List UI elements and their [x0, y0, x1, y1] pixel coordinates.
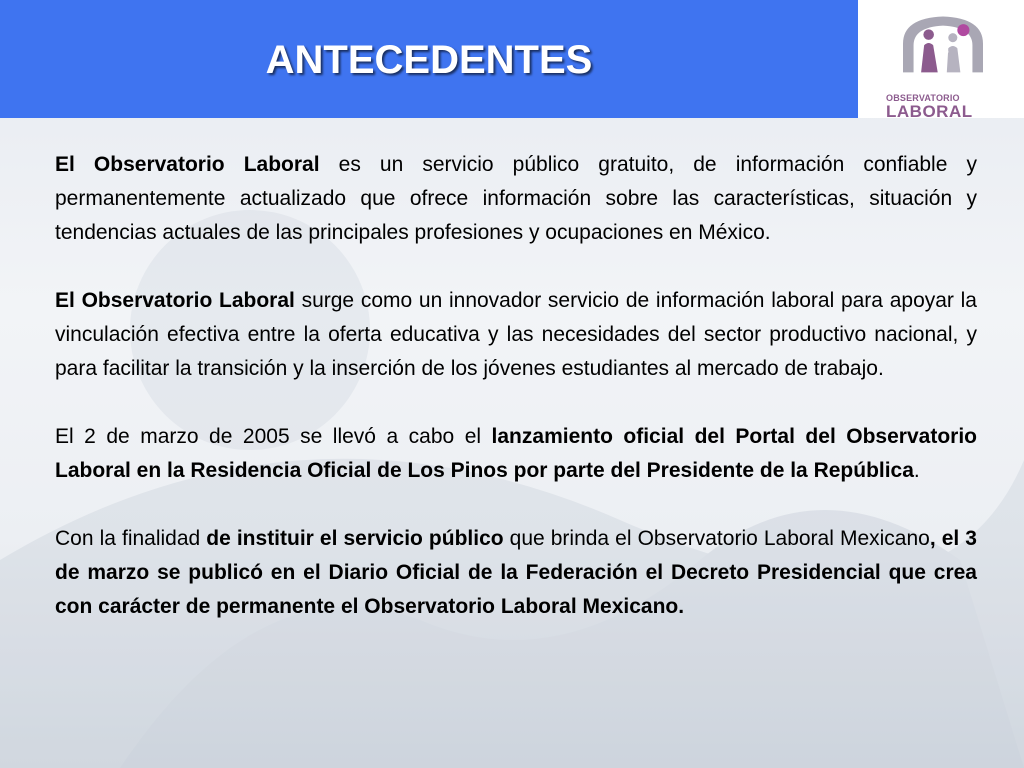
paragraph-2-text: surge como un innovador servicio de información laboral para apoyar la vinculación efectiva entre la oferta educativa y las necesidades del sector productivo nacional, y para facilitar la transición y la inserción de los jóvenes estudiantes al mercado de trabajo. [55, 289, 977, 380]
logo-wordmark [884, 94, 1002, 120]
paragraph-4 [55, 522, 977, 624]
paragraph-4-text-2: que brinda el Observatorio Laboral Mexicano [503, 527, 930, 550]
paragraph-2 [55, 284, 977, 386]
observatorio-laboral-logo [884, 12, 1002, 121]
paragraph-3-bold: lanzamiento oficial del Portal del Observatorio Laboral en la Residencia Oficial de Los Pinos por parte del Presidente de la República [55, 425, 977, 482]
slide-title: ANTECEDENTES [265, 38, 593, 82]
paragraph-1-text: es un servicio público gratuito, de información confiable y permanentemente actualizado que ofrece información sobre las características, situación y tendencias actuales de las principales profesiones y ocupaciones en México. [55, 153, 977, 244]
paragraph-4-bold-1: de instituir el servicio público [206, 527, 504, 550]
logo-arch-icon [884, 12, 1002, 92]
slide-body [55, 148, 977, 624]
paragraph-3-end: . [913, 459, 920, 482]
logo-panel [858, 0, 1024, 121]
paragraph-2-bold: El Observatorio Laboral [55, 289, 295, 312]
logo-line-laboral: LABORAL [886, 102, 973, 121]
paragraph-4-bold-2: , el 3 de marzo se publicó en el Diario Oficial de la Federación el Decreto Presidencial que crea con carácter de permanente el Observatorio Laboral Mexicano. [55, 527, 977, 618]
paragraph-3 [55, 420, 977, 488]
title-bar [0, 0, 858, 118]
paragraph-4-text-1: Con la finalidad [55, 527, 207, 550]
logo-line-observatorio: OBSERVATORIO [886, 93, 960, 103]
paragraph-1 [55, 148, 977, 250]
paragraph-3-text: El 2 de marzo de 2005 se llevó a cabo el [55, 425, 492, 448]
paragraph-1-bold: El Observatorio Laboral [55, 153, 320, 176]
